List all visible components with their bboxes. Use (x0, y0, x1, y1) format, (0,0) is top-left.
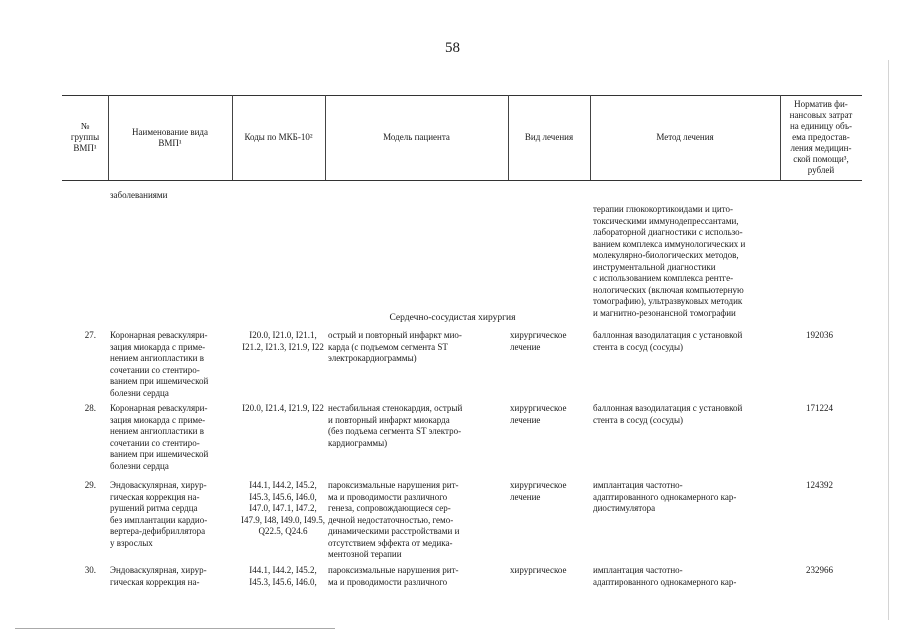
row-29-method: имплантация частотно- адаптированного однокамерного кар- диостимулятора (593, 480, 737, 513)
header-codes: Коды по МКБ-10² (244, 132, 313, 142)
row-27-norm: 192036 (806, 330, 833, 340)
header-bottom-border (62, 180, 862, 181)
continuation-method: терапии глюкокортикоидами и цито- токсическими иммунодепрессантами, лабораторной диагностики с использо- ванием комплекса иммунологических и молекулярно-биологических методов, инструментальной диагностики с использованием комплекса рентге- нологических (включая компьютерную томографию), ультразвуковых методик и магнитно-резонансной томографии (593, 204, 746, 318)
row-28-codes: I20.0, I21.4, I21.9, I22 (242, 403, 324, 413)
row-28-name: Коронарная реваскуляри- зация миокарда с приме- нением ангиопластики в сочетании со стентиро- ванием при ишемической болезни сердца (110, 403, 209, 471)
continuation-name: заболеваниями (110, 190, 168, 200)
section-title: Сердечно-сосудистая хирургия (389, 313, 516, 323)
row-27-name: Коронарная реваскуляри- зация миокарда с приме- нением ангиопластики в сочетании со стентиро- ванием при ишемической болезни сердца (110, 330, 209, 398)
scan-artifact-right-edge (888, 60, 889, 620)
header-model: Модель пациента (383, 132, 450, 142)
row-27-model: острый и повторный инфаркт мио- карда (с подъемом сегмента ST электрокардиограммы) (328, 330, 462, 363)
row-30-method: имплантация частотно- адаптированного однокамерного кар- (593, 565, 737, 587)
header-treatment-type: Вид лечения (524, 132, 574, 142)
row-27-method: баллонная вазодилатация с установкой стента в сосуд (сосуды) (593, 330, 743, 352)
row-27-type: хирургическое лечение (510, 330, 567, 352)
row-29-norm: 124392 (806, 480, 833, 490)
row-29-model: пароксизмальные нарушения рит- ма и проводимости различного генеза, сопровождающиеся сер- дечной недостаточностью, гемо- динамическими расстройствами и отсутствием эффекта от медика- ментозной терапии (328, 480, 460, 559)
row-29-codes: I44.1, I44.2, I45.2, I45.3, I45.6, I46.0, I47.0, I47.1, I47.2, I47.9, I48, I49.0, I49.5, Q22.5, Q24.6 (241, 480, 325, 536)
scan-artifact-bottom-line (15, 628, 335, 629)
row-29-type: хирургическое лечение (510, 480, 567, 502)
row-28-type: хирургическое лечение (510, 403, 567, 425)
row-29-name: Эндоваскулярная, хирур- гическая коррекция на- рушений ритма сердца без имплантации кардио- вертера-дефибриллятора у взрослых (110, 480, 208, 548)
row-29-num: 29. (84, 480, 96, 490)
row-30-codes: I44.1, I44.2, I45.2, I45.3, I45.6, I46.0, (249, 565, 317, 587)
row-30-norm: 232966 (806, 565, 833, 575)
row-30-model: пароксизмальные нарушения рит- ма и проводимости различного (328, 565, 459, 587)
row-28-method: баллонная вазодилатация с установкой стента в сосуд (сосуды) (593, 403, 743, 425)
header-method: Метод лечения (656, 132, 714, 142)
row-27-num: 27. (84, 330, 96, 340)
row-30-num: 30. (84, 565, 96, 575)
page-number: 58 (445, 40, 460, 56)
header-group: № группы ВМП¹ (70, 121, 100, 153)
header-name: Наименование вида ВМП¹ (132, 126, 208, 148)
row-27-codes: I20.0, I21.0, I21.1, I21.2, I21.3, I21.9, I22 (242, 330, 324, 352)
row-28-norm: 171224 (806, 403, 833, 413)
header-norm: Норматив фи- нансовых затрат на единицу объ- ема предостав- ления медицин- ской помощи³, рублей (789, 99, 853, 175)
row-30-name: Эндоваскулярная, хирур- гическая коррекция на- (110, 565, 207, 587)
row-28-num: 28. (84, 403, 96, 413)
row-28-model: нестабильная стенокардия, острый и повторный инфаркт миокарда (без подъема сегмента ST электро- кардиограммы) (328, 403, 463, 448)
row-30-type: хирургическое (510, 565, 567, 575)
